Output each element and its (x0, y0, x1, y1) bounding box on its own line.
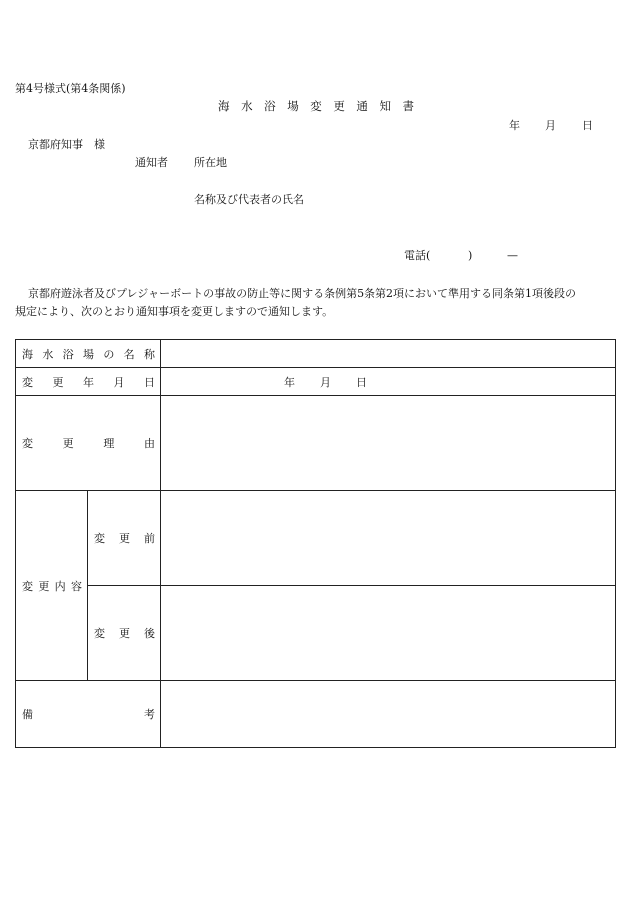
body-text-line-2: 規定により、次のとおり通知事項を変更しますので通知します。 (15, 305, 334, 318)
phone-close-paren: ) (468, 249, 473, 262)
label-char: 称 (143, 347, 155, 361)
label-char: 浴 (62, 347, 74, 361)
change-reason-label (16, 435, 160, 451)
label-char: 更 (52, 375, 64, 389)
addressee: 京都府知事 様 (28, 138, 105, 151)
title-char: 水 (241, 99, 253, 113)
row-remarks (16, 681, 616, 748)
beach-name-label (16, 346, 160, 362)
label-char: 名 (123, 347, 135, 361)
remarks-field[interactable] (161, 681, 616, 748)
label-char: 備 (22, 708, 33, 721)
change-date-year: 年 (284, 376, 295, 389)
body-text-line-1: 京都府遊泳者及びプレジャーボートの事故の防止等に関する条例第5条第2項において準用する同条第1項後段の (28, 287, 577, 300)
label-char: 更 (119, 532, 130, 545)
label-char: 年 (83, 375, 94, 389)
row-change-after (16, 586, 616, 681)
title-char: 更 (333, 99, 345, 113)
beach-name-field[interactable] (161, 340, 616, 368)
address-label: 所在地 (194, 156, 227, 169)
change-form-table (15, 339, 616, 748)
change-after-field[interactable] (161, 586, 616, 681)
label-char: 由 (143, 437, 155, 450)
change-before-label (88, 530, 160, 546)
beach-name-label-cell (16, 340, 161, 368)
label-char: 更 (38, 579, 50, 593)
label-char: 変 (22, 375, 33, 389)
label-char: 日 (144, 375, 155, 389)
label-char: 変 (94, 532, 105, 545)
change-after-label-cell (88, 586, 161, 681)
name-label: 名称及び代表者の氏名 (194, 193, 304, 206)
phone-label: 電話( (404, 249, 431, 262)
title-char: 海 (218, 99, 230, 113)
label-char: 海 (22, 347, 33, 361)
form-number: 第4号様式(第4条関係) (15, 82, 126, 95)
label-char: 変 (22, 579, 33, 593)
document-title (218, 101, 414, 113)
label-char: 容 (70, 579, 82, 593)
change-before-label-cell (88, 491, 161, 586)
date-day-label: 日 (582, 119, 593, 132)
label-char: 変 (94, 627, 105, 640)
label-char: 理 (103, 437, 115, 450)
date-year-label: 年 (509, 119, 520, 132)
title-char: 浴 (264, 99, 276, 113)
label-char: 更 (62, 437, 74, 450)
row-change-date (16, 368, 616, 396)
change-date-day: 日 (356, 376, 367, 389)
phone-dash: — (507, 249, 518, 262)
label-char: の (103, 347, 115, 361)
row-change-reason (16, 396, 616, 491)
title-char: 書 (402, 99, 414, 113)
change-reason-label-cell (16, 396, 161, 491)
label-char: 更 (119, 627, 130, 640)
label-char: 内 (54, 579, 66, 593)
remarks-label-cell (16, 681, 161, 748)
change-date-label-cell (16, 368, 161, 396)
date-month-label: 月 (545, 119, 556, 132)
change-date-label (16, 374, 160, 390)
label-char: 考 (144, 708, 155, 721)
row-beach-name (16, 340, 616, 368)
change-content-label-cell (16, 491, 88, 681)
title-char: 通 (356, 99, 368, 113)
change-date-field[interactable] (161, 368, 616, 396)
title-char: 変 (310, 99, 322, 113)
remarks-label (16, 706, 160, 722)
change-date-month: 月 (320, 376, 331, 389)
notifier-label: 通知者 (135, 156, 168, 169)
label-char: 前 (144, 532, 155, 545)
change-after-label (88, 625, 160, 641)
label-char: 変 (22, 437, 33, 450)
title-char: 知 (379, 99, 391, 113)
label-char: 場 (82, 347, 94, 361)
label-char: 月 (113, 375, 125, 389)
label-char: 後 (144, 627, 155, 640)
change-before-field[interactable] (161, 491, 616, 586)
row-change-before (16, 491, 616, 586)
title-char: 場 (287, 99, 299, 113)
change-reason-field[interactable] (161, 396, 616, 491)
change-content-label (16, 578, 87, 594)
label-char: 水 (42, 347, 54, 361)
